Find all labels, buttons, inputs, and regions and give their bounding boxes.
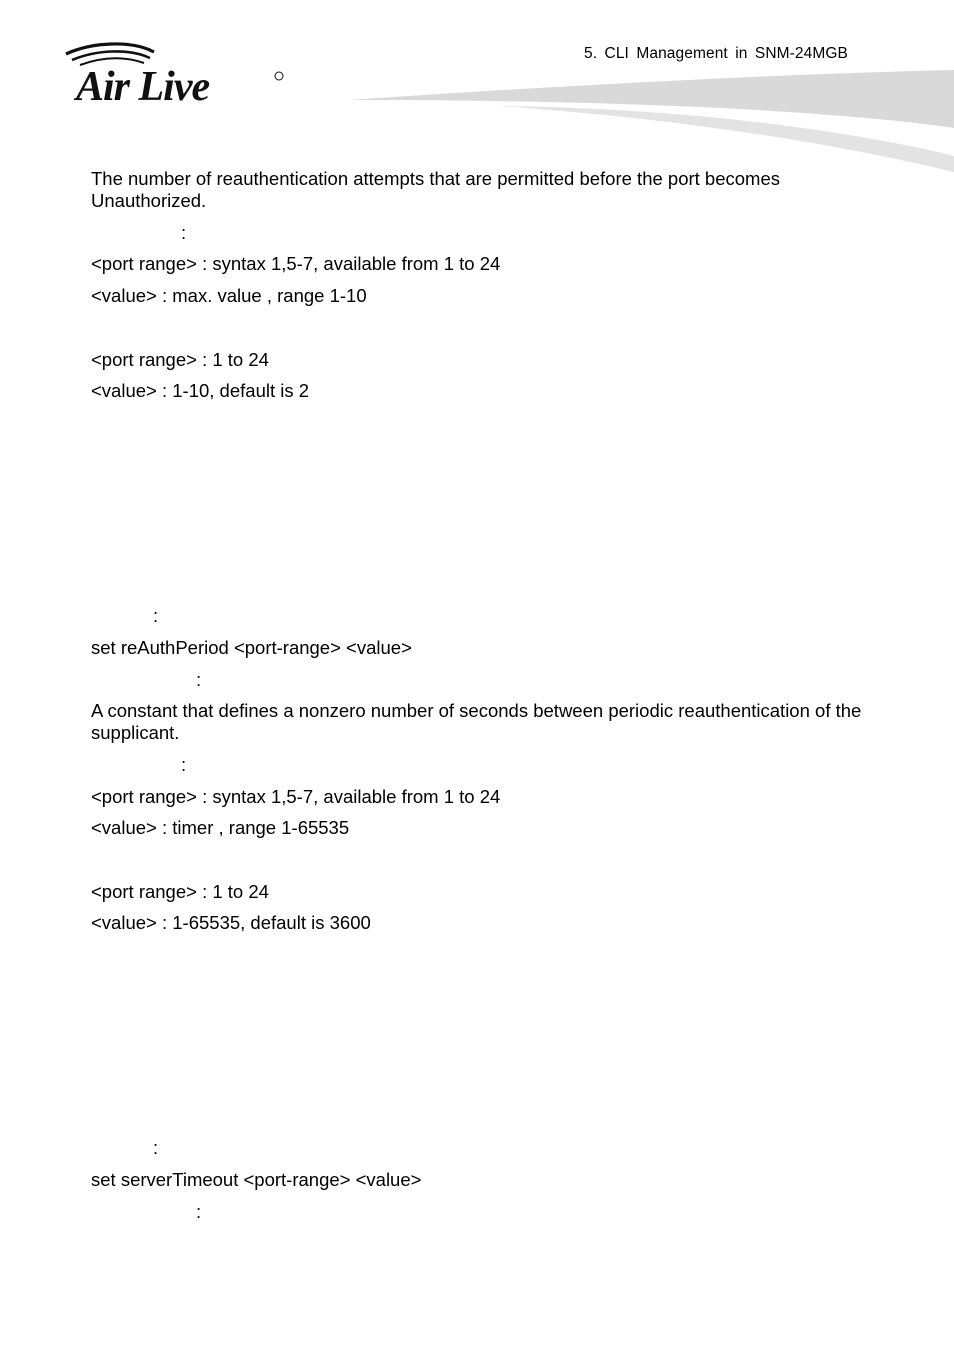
default-value: <value> : 1-10, default is 2: [91, 380, 310, 401]
syntax-label-colon: :: [153, 1137, 159, 1158]
header-swoosh-decoration: [350, 68, 954, 178]
reauth-period-description: A constant that defines a nonzero number of seconds between periodic reauthentication of the supplicant.: [91, 700, 862, 743]
reauth-period-syntax: set reAuthPeriod <port-range> <value>: [91, 637, 412, 658]
reauth-max-description: The number of reauthentication attempts that are permitted before the port becomes Unauthorized.: [91, 168, 780, 211]
parameter-value: <value> : timer , range 1-65535: [91, 817, 350, 838]
airlive-logo: [62, 40, 294, 108]
server-timeout-syntax: set serverTimeout <port-range> <value>: [91, 1169, 422, 1190]
default-value: <value> : 1-65535, default is 3600: [91, 912, 371, 933]
syntax-label-colon: :: [153, 605, 159, 626]
default-port-range: <port range> : 1 to 24: [91, 881, 269, 902]
chapter-header: 5. CLI Management in SNM-24MGB: [584, 45, 848, 62]
description-label-colon: :: [196, 1201, 202, 1222]
parameter-label-colon: :: [181, 222, 187, 243]
svg-text:Air Live: Air Live: [76, 64, 210, 108]
parameter-port-range: <port range> : syntax 1,5-7, available from 1 to 24: [91, 253, 501, 274]
parameter-label-colon: :: [181, 754, 187, 775]
description-label-colon: :: [196, 669, 202, 690]
default-port-range: <port range> : 1 to 24: [91, 349, 269, 370]
parameter-value: <value> : max. value , range 1-10: [91, 285, 367, 306]
parameter-port-range: <port range> : syntax 1,5-7, available from 1 to 24: [91, 786, 501, 807]
